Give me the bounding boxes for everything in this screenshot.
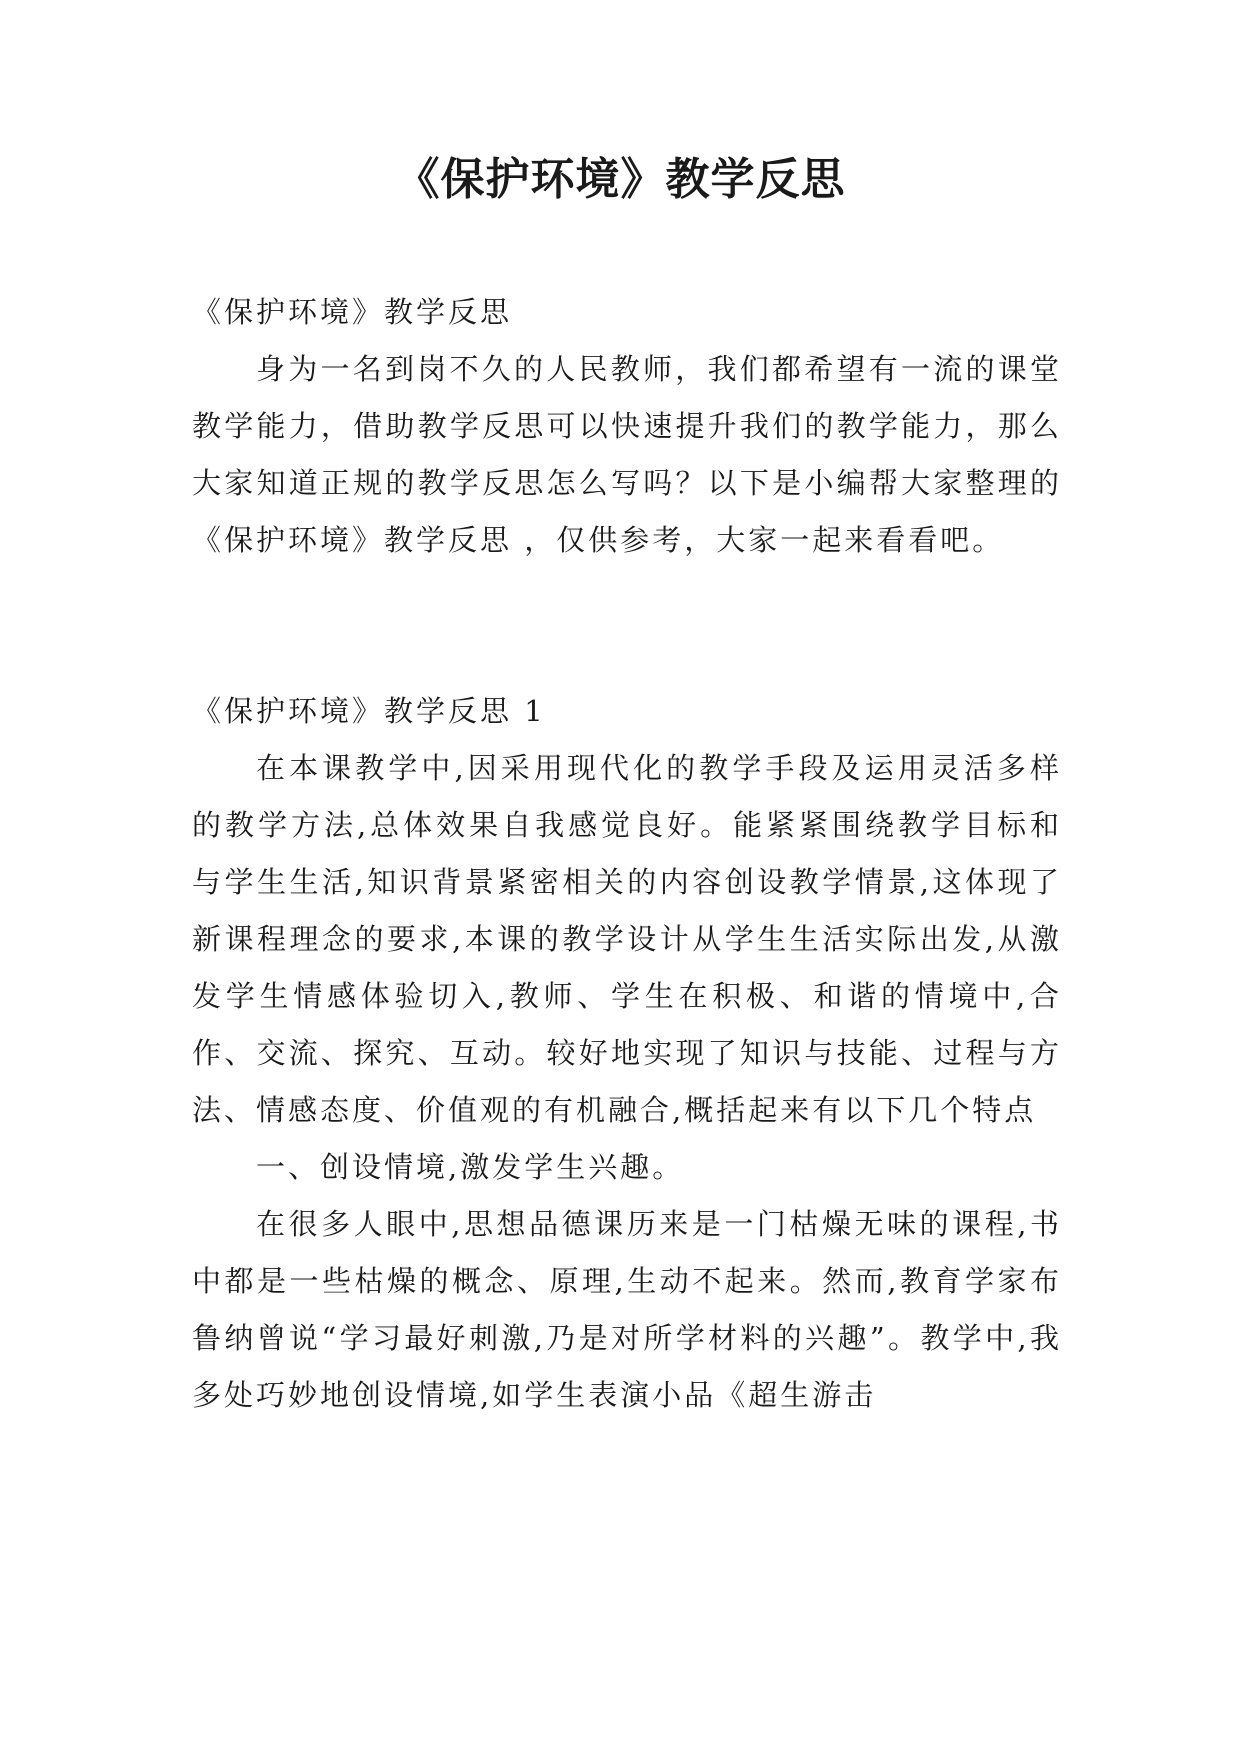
point-heading: 一、创设情境,激发学生兴趣。 (256, 1150, 685, 1184)
section-spacer (192, 569, 1062, 683)
intro-paragraph: 身为一名到岗不久的人民教师，我们都希望有一流的课堂教学能力，借助教学反思可以快速提升我们的教学能力，那么大家知道正规的教学反思怎么写吗？以下是小编帮大家整理的《保护环境》教学反思 ，仅供参考，大家一起来看看吧。 (192, 352, 1062, 557)
intro-heading: 《保护环境》教学反思 (192, 295, 513, 329)
document-body (192, 284, 1062, 1424)
body-paragraph: 在很多人眼中,思想品德课历来是一门枯燥无味的课程,书中都是一些枯燥的概念、原理,生动不起来。然而,教育学家布鲁纳曾说“学习最好刺激,乃是对所学材料的兴趣”。教学中,我多处巧妙地创设情境,如学生表演小品《超生游击 (192, 1207, 1062, 1412)
document-title: 《保护环境》教学反思 (395, 154, 846, 205)
section-heading: 《保护环境》教学反思 1 (192, 694, 546, 728)
body-paragraph: 在本课教学中,因采用现代化的教学手段及运用灵活多样的教学方法,总体效果自我感觉良好。能紧紧围绕教学目标和与学生生活,知识背景紧密相关的内容创设教学情景,这体现了新课程理念的要求,本课的教学设计从学生生活实际出发,从激发学生情感体验切入,教师、学生在积极、和谐的情境中,合作、交流、探究、互动。较好地实现了知识与技能、过程与方法、情感态度、价值观的有机融合,概括起来有以下几个特点 (192, 751, 1062, 1127)
